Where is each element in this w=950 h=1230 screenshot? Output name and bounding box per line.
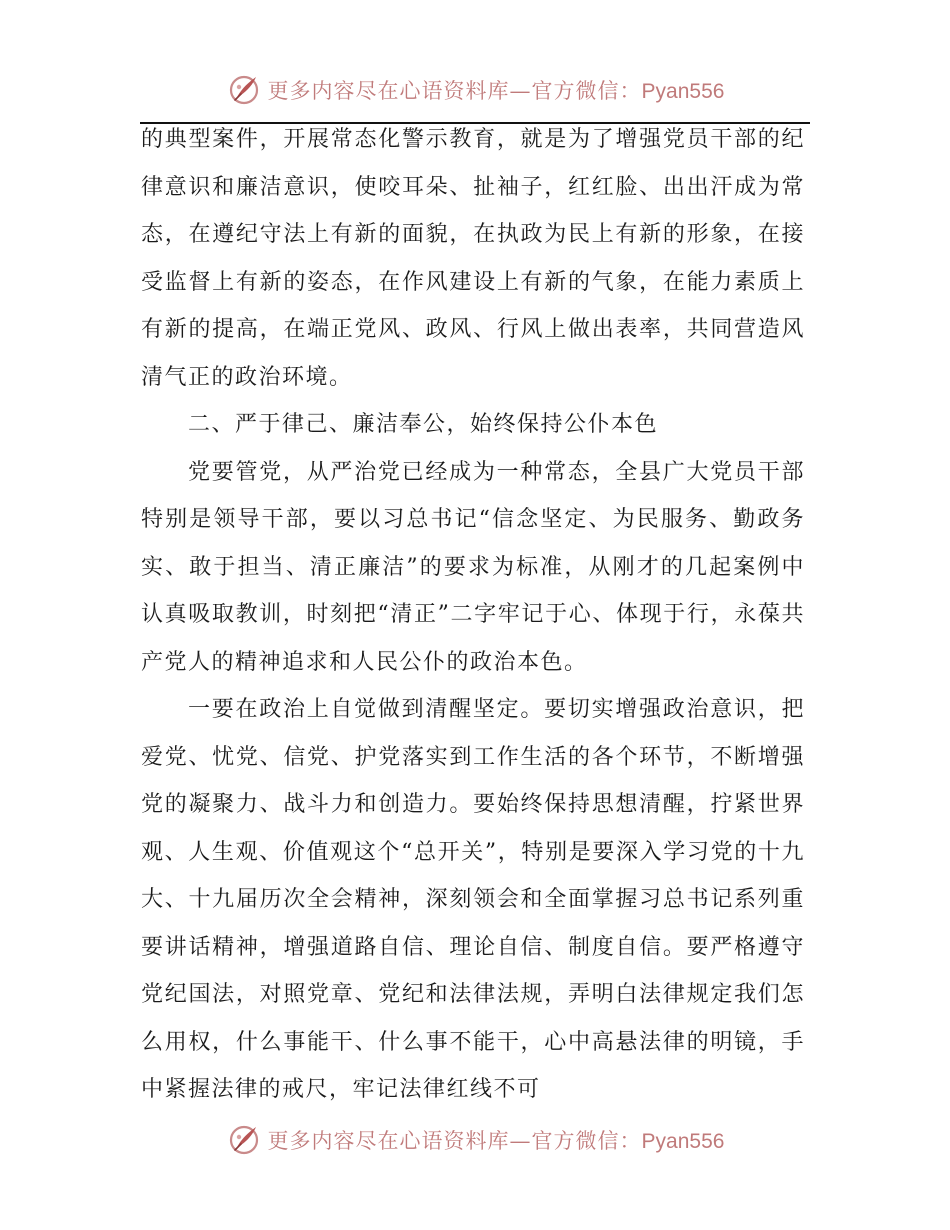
footer-watermark bbox=[0, 1118, 950, 1162]
watermark-text bbox=[268, 1125, 725, 1155]
body-text bbox=[141, 116, 805, 1114]
paragraph: 党要管党，从严治党已经成为一种常态，全县广大党员干部特别是领导干部，要以习总书记“信念坚定、为民服务、勤政务实、敢于担当、清正廉洁”的要求为标准，从刚才的几起案例中认真吸取教训，时刻把“清正”二字牢记于心、体现于行，永葆共产党人的精神追求和人民公仆的政治本色。 bbox=[141, 459, 805, 675]
watermark-wechat-id: Pyan556 bbox=[641, 80, 725, 103]
watermark-wechat-id: Pyan556 bbox=[641, 1130, 725, 1153]
watermark-text bbox=[268, 75, 725, 105]
watermark-group bbox=[226, 72, 725, 108]
watermark-group bbox=[226, 1122, 725, 1158]
watermark-cn: 更多内容尽在心语资料库—官方微信： bbox=[267, 79, 642, 103]
header-watermark bbox=[0, 68, 950, 112]
paragraph: 一要在政治上自觉做到清醒坚定。要切实增强政治意识，把爱党、忧党、信党、护党落实到工作生活的各个环节，不断增强党的凝聚力、战斗力和创造力。要始终保持思想清醒，拧紧世界观、人生观、价值观这个“总开关”，特别是要深入学习党的十九大、十九届历次全会精神，深刻领会和全面掌握习总书记系列重要讲话精神，增强道路自信、理论自信、制度自信。要严格遵守党纪国法，对照党章、党纪和法律法规，弄明白法律规定我们怎么用权，什么事能干、什么事不能干，心中高悬法律的明镜，手中紧握法律的戒尺，牢记法律红线不可 bbox=[141, 697, 805, 1102]
watermark-cn: 更多内容尽在心语资料库—官方微信： bbox=[267, 1129, 642, 1153]
quill-pen-icon bbox=[226, 72, 262, 108]
quill-pen-icon bbox=[226, 1122, 262, 1158]
section-heading: 二、严于律己、廉洁奉公，始终保持公仆本色 bbox=[188, 412, 659, 437]
paragraph-continuation: 的典型案件，开展常态化警示教育，就是为了增强党员干部的纪律意识和廉洁意识，使咬耳朵、扯袖子，红红脸、出出汗成为常态，在遵纪守法上有新的面貌，在执政为民上有新的形象，在接受监督上有新的姿态，在作风建设上有新的气象，在能力素质上有新的提高，在端正党风、政风、行风上做出表率，共同营造风清气正的政治环境。 bbox=[141, 127, 805, 390]
